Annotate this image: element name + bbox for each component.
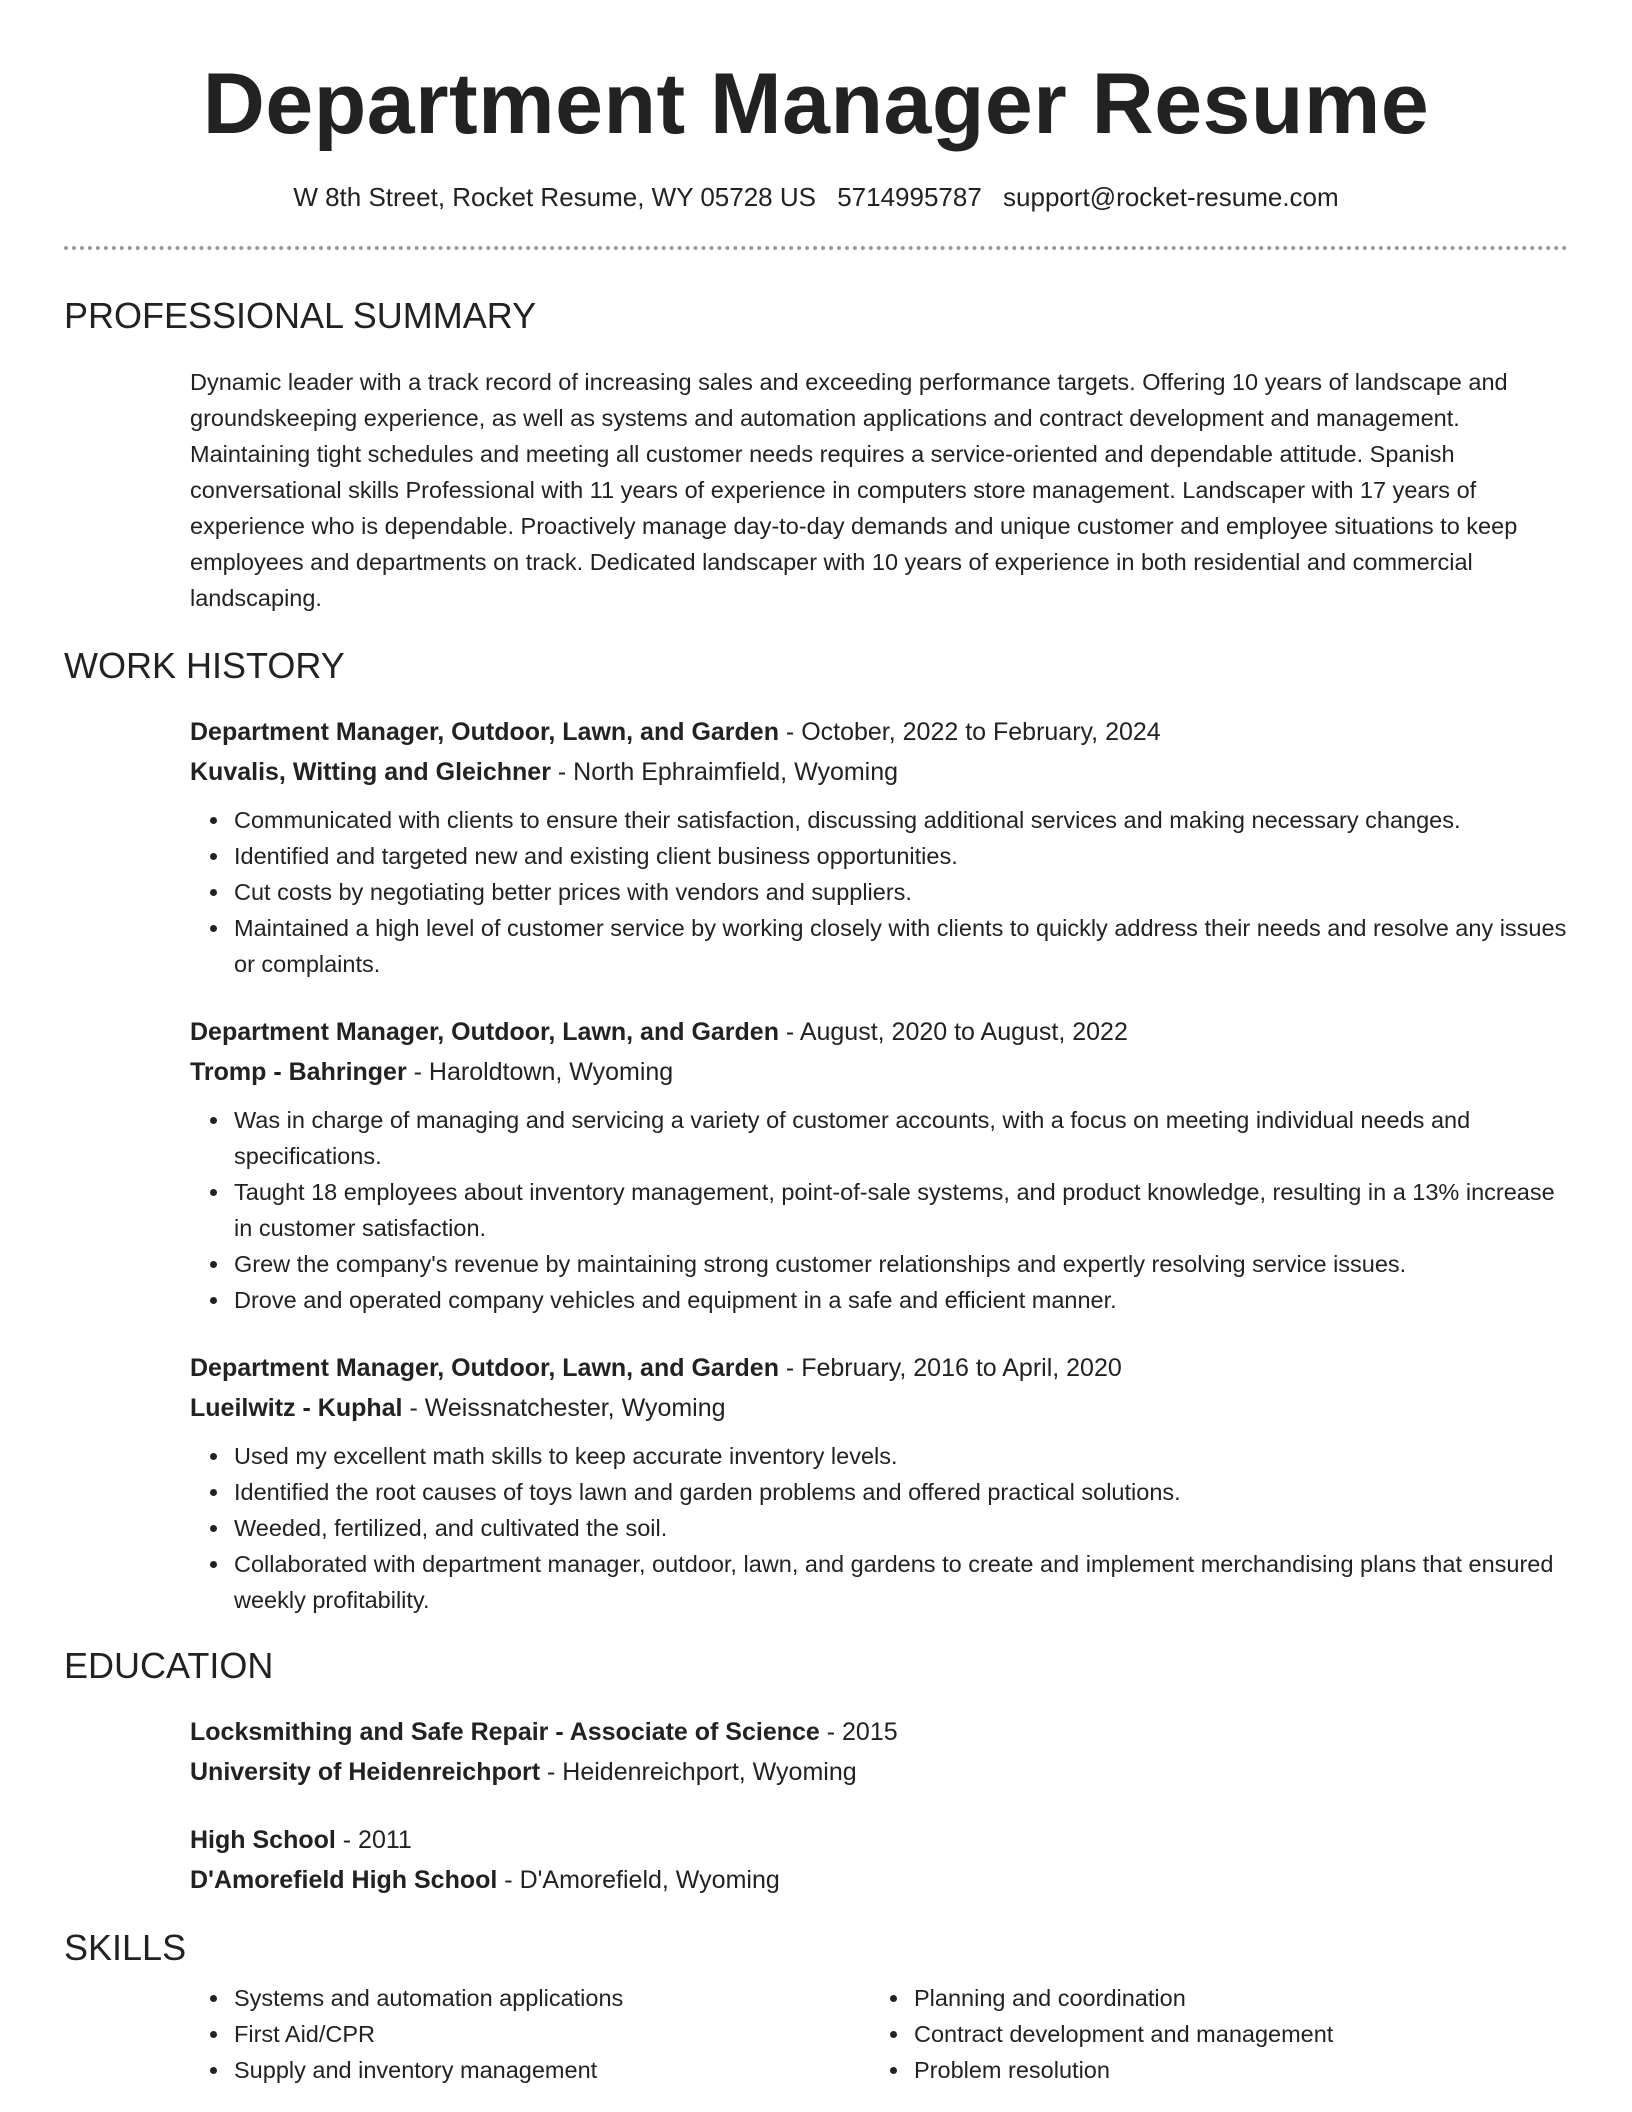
job-role: Department Manager, Outdoor, Lawn, and Garden [190, 1018, 779, 1046]
job-bullet: Identified the root causes of toys lawn and garden problems and offered practical solutions. [234, 1474, 1568, 1510]
job-location: - North Ephraimfield, Wyoming [550, 758, 899, 786]
skill-item: Contract development and management [914, 2016, 1550, 2052]
job-dates: - October, 2022 to February, 2024 [778, 718, 1161, 746]
summary-text: Dynamic leader with a track record of increasing sales and exceeding performance targets. Offering 10 years of landscape and groundskeeping experience, as well as systems and automation applications and contract development and management. Maintaining tight schedules and meeting all customer needs requires a service-oriented and dependable attitude. Spanish conversational skills Professional with 11 years of experience in computers store management. Landscaper with 17 years of experience who is dependable. Proactively manage day-to-day demands and unique customer and employee situations to keep employees and departments on track. Dedicated landscaper with 10 years of experience in both residential and commercial landscaping. [190, 369, 1518, 611]
contact-email: support@rocket-resume.com [1003, 182, 1339, 212]
job-location: - Weissnatchester, Wyoming [402, 1394, 726, 1422]
job-bullet: Was in charge of managing and servicing a variety of customer accounts, with a focus on meeting individual needs and specifications. [234, 1102, 1568, 1174]
job-bullet: Cut costs by negotiating better prices with vendors and suppliers. [234, 874, 1568, 910]
job-bullet: Maintained a high level of customer service by working closely with clients to quickly address their needs and resolve any issues or complaints. [234, 910, 1568, 982]
job-bullet: Communicated with clients to ensure their satisfaction, discussing additional services and making necessary changes. [234, 802, 1568, 838]
skills-heading: SKILLS [64, 1927, 187, 1968]
education-school-line [190, 1752, 1568, 1792]
job-bullet: Identified and targeted new and existing client business opportunities. [234, 838, 1568, 874]
education-entry [190, 1820, 1568, 1900]
education-location: - D'Amorefield, Wyoming [497, 1866, 780, 1894]
job-company: Lueilwitz - Kuphal [190, 1394, 403, 1422]
resume-page [64, 0, 1568, 2088]
skills-list [870, 1980, 1550, 2088]
contact-phone: 5714995787 [837, 182, 982, 212]
job-entry [190, 1348, 1568, 1618]
job-role: Department Manager, Outdoor, Lawn, and Garden [190, 1354, 779, 1382]
job-location: - Haroldtown, Wyoming [406, 1058, 674, 1086]
header-divider [64, 246, 1568, 250]
job-title-line [190, 1012, 1568, 1052]
job-bullet: Used my excellent math skills to keep accurate inventory levels. [234, 1438, 1568, 1474]
job-bullet: Taught 18 employees about inventory management, point-of-sale systems, and product knowledge, resulting in a 13% increase in customer satisfaction. [234, 1174, 1568, 1246]
education-location: - Heidenreichport, Wyoming [540, 1758, 857, 1786]
job-company-line [190, 1052, 1568, 1092]
education-degree: High School [190, 1826, 336, 1854]
education-year: - 2011 [335, 1826, 412, 1854]
education-degree-line [190, 1712, 1568, 1752]
education-school-line [190, 1860, 1568, 1900]
education-heading: EDUCATION [64, 1645, 274, 1686]
skills-grid [190, 1970, 1568, 2088]
skill-item: Supply and inventory management [234, 2052, 870, 2088]
job-dates: - August, 2020 to August, 2022 [778, 1018, 1128, 1046]
job-bullet: Drove and operated company vehicles and equipment in a safe and efficient manner. [234, 1282, 1568, 1318]
contact-address: W 8th Street, Rocket Resume, WY 05728 US [293, 182, 816, 212]
summary-heading: PROFESSIONAL SUMMARY [64, 295, 537, 336]
skill-item: Systems and automation applications [234, 1980, 870, 2016]
job-company: Kuvalis, Witting and Gleichner [190, 758, 551, 786]
job-title-line [190, 712, 1568, 752]
education-school: D'Amorefield High School [190, 1866, 498, 1894]
work-history-heading: WORK HISTORY [64, 645, 345, 686]
job-bullets [190, 1438, 1568, 1618]
resume-title: Department Manager Resume [202, 56, 1430, 152]
skill-item: Planning and coordination [914, 1980, 1550, 2016]
education-degree: Locksmithing and Safe Repair - Associate of Science [190, 1718, 820, 1746]
education-year: - 2015 [819, 1718, 898, 1746]
skill-item: First Aid/CPR [234, 2016, 870, 2052]
skills-list [190, 1980, 870, 2088]
job-company-line [190, 1388, 1568, 1428]
education-degree-line [190, 1820, 1568, 1860]
job-bullet: Grew the company's revenue by maintaining strong customer relationships and expertly resolving service issues. [234, 1246, 1568, 1282]
job-bullet: Weeded, fertilized, and cultivated the soil. [234, 1510, 1568, 1546]
job-title-line [190, 1348, 1568, 1388]
job-company: Tromp - Bahringer [190, 1058, 407, 1086]
skill-item: Problem resolution [914, 2052, 1550, 2088]
job-company-line [190, 752, 1568, 792]
job-dates: - February, 2016 to April, 2020 [778, 1354, 1122, 1382]
job-bullets [190, 802, 1568, 982]
job-bullets [190, 1102, 1568, 1318]
job-entry [190, 712, 1568, 982]
job-entry [190, 1012, 1568, 1318]
job-role: Department Manager, Outdoor, Lawn, and Garden [190, 718, 779, 746]
skills-column-left [190, 1970, 870, 2088]
job-bullet: Collaborated with department manager, outdoor, lawn, and gardens to create and implement merchandising plans that ensured weekly profitability. [234, 1546, 1568, 1618]
contact-line [64, 180, 1568, 214]
skills-column-right [870, 1970, 1550, 2088]
education-entry [190, 1712, 1568, 1792]
education-school: University of Heidenreichport [190, 1758, 541, 1786]
